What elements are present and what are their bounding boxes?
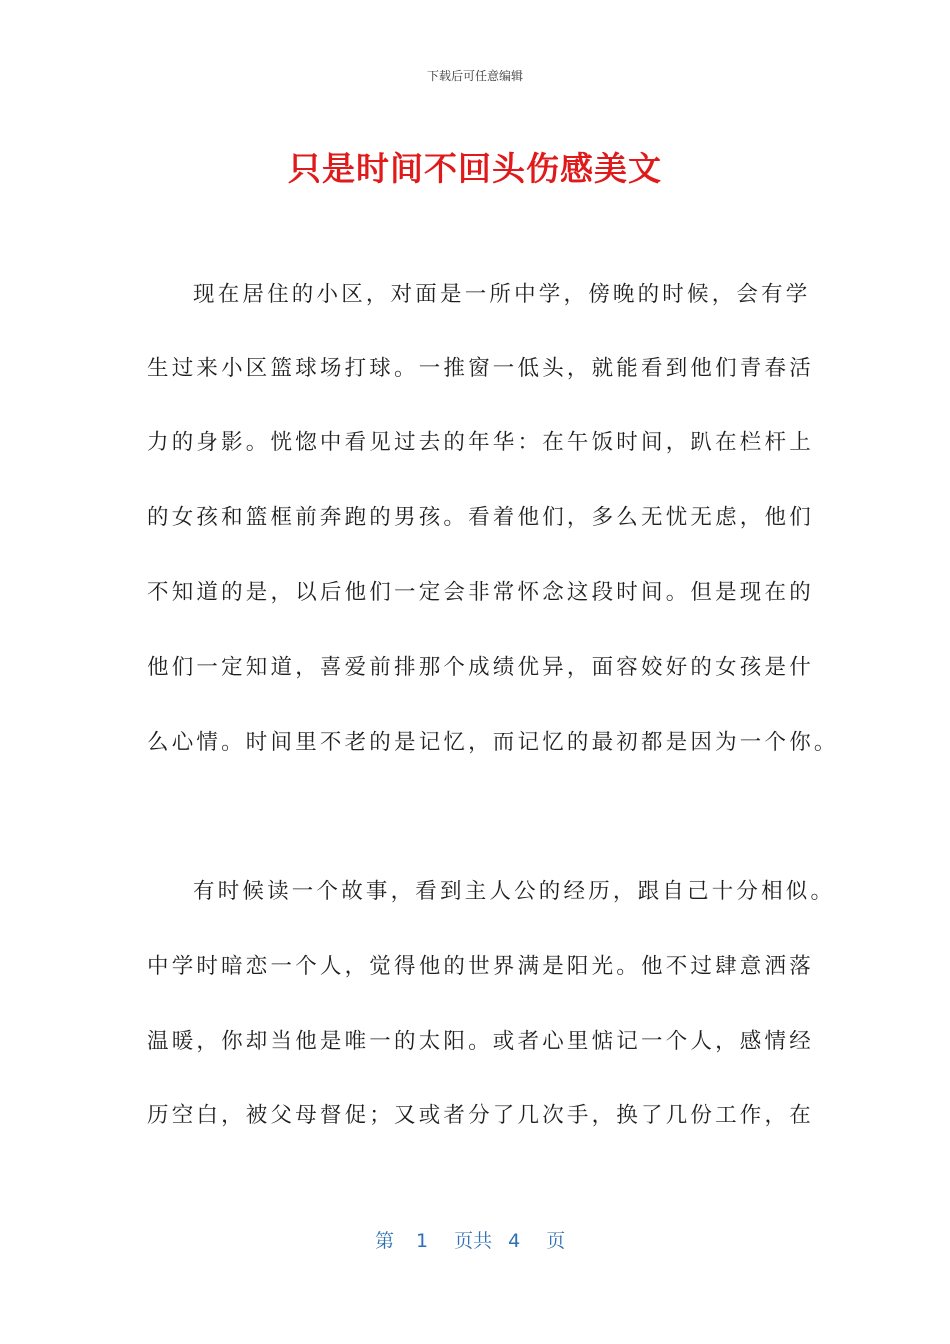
text-line: 有时候读一个故事，看到主人公的经历，跟自己十分相似。 (193, 879, 836, 904)
header-note: 下载后可任意编辑 (426, 69, 523, 83)
text-line: 生过来小区篮球场打球。一推窗一低头，就能看到他们青春活 (147, 356, 814, 381)
text-line: 他们一定知道，喜爱前排那个成绩优异，面容姣好的女孩是什 (147, 655, 814, 680)
text-line: 现在居住的小区，对面是一所中学，傍晚的时候，会有学 (193, 282, 811, 307)
text-line: 历空白，被父母督促；又或者分了几次手，换了几份工作，在 (147, 1103, 814, 1128)
text-line: 力的身影。恍惚中看见过去的年华：在午饭时间，趴在栏杆上 (147, 430, 814, 455)
text-line: 的女孩和篮框前奔跑的男孩。看着他们，多么无忧无虑，他们 (147, 505, 814, 530)
page-footer (375, 1226, 565, 1253)
text-line: 么心情。时间里不老的是记忆，而记忆的最初都是因为一个你。 (147, 730, 839, 755)
page-title: 只是时间不回头伤感美文 (288, 149, 662, 188)
current-page-number: 1 (416, 1230, 429, 1252)
footer-middle: 页共 (454, 1230, 493, 1252)
footer-prefix: 第 (375, 1230, 395, 1252)
total-pages-number: 4 (508, 1230, 521, 1252)
text-line: 中学时暗恋一个人，觉得他的世界满是阳光。他不过肆意洒落 (147, 954, 814, 979)
footer-suffix: 页 (546, 1230, 566, 1252)
text-line: 温暖，你却当他是唯一的太阳。或者心里惦记一个人，感情经 (147, 1029, 814, 1054)
text-line: 不知道的是，以后他们一定会非常怀念这段时间。但是现在的 (147, 580, 814, 605)
